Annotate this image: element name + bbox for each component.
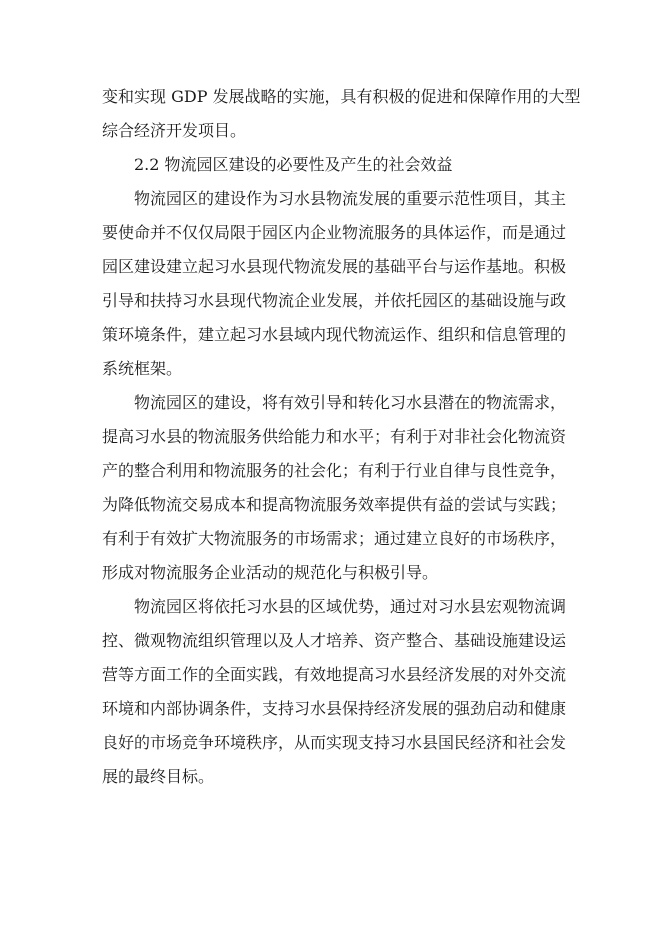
text-line: 环境和内部协调条件，支持习水县保持经济发展的强劲启动和健康 bbox=[102, 699, 567, 718]
text-line: 产的整合利用和物流服务的社会化；有利于行业自律与良性竞争， bbox=[102, 461, 567, 480]
text-line: 为降低物流交易成本和提高物流服务效率提供有益的尝试与实践； bbox=[102, 495, 567, 514]
text-line: 引导和扶持习水县现代物流企业发展，并依托园区的基础设施与政 bbox=[102, 291, 567, 310]
text-line: 控、微观物流组织管理以及人才培养、资产整合、基础设施建设运 bbox=[102, 631, 567, 650]
text-line: 形成对物流服务企业活动的规范化与积极引导。 bbox=[102, 563, 439, 582]
section-heading: 2.2 物流园区建设的必要性及产生的社会效益 bbox=[134, 155, 453, 174]
text-line: 要使命并不仅仅局限于园区内企业物流服务的具体运作，而是通过 bbox=[102, 223, 567, 242]
text-line: 营等方面工作的全面实践，有效地提高习水县经济发展的对外交流 bbox=[102, 665, 567, 684]
text-line: 变和实现 GDP 发展战略的实施，具有积极的促进和保障作用的大型 bbox=[102, 87, 581, 106]
text-line: 综合经济开发项目。 bbox=[102, 121, 247, 140]
text-line: 物流园区将依托习水县的区域优势，通过对习水县宏观物流调 bbox=[134, 597, 567, 616]
text-line: 系统框架。 bbox=[102, 359, 183, 378]
text-line: 有利于有效扩大物流服务的市场需求；通过建立良好的市场秩序， bbox=[102, 529, 567, 548]
text-line: 良好的市场竞争环境秩序，从而实现支持习水县国民经济和社会发 bbox=[102, 733, 567, 752]
text-line: 提高习水县的物流服务供给能力和水平；有利于对非社会化物流资 bbox=[102, 427, 567, 446]
text-line: 园区建设建立起习水县现代物流发展的基础平台与运作基地。积极 bbox=[102, 257, 567, 276]
text-line: 物流园区的建设作为习水县物流发展的重要示范性项目，其主 bbox=[134, 189, 567, 208]
text-line: 物流园区的建设，将有效引导和转化习水县潜在的物流需求， bbox=[134, 393, 567, 412]
text-line: 策环境条件，建立起习水县域内现代物流运作、组织和信息管理的 bbox=[102, 325, 567, 344]
text-line: 展的最终目标。 bbox=[102, 767, 215, 786]
